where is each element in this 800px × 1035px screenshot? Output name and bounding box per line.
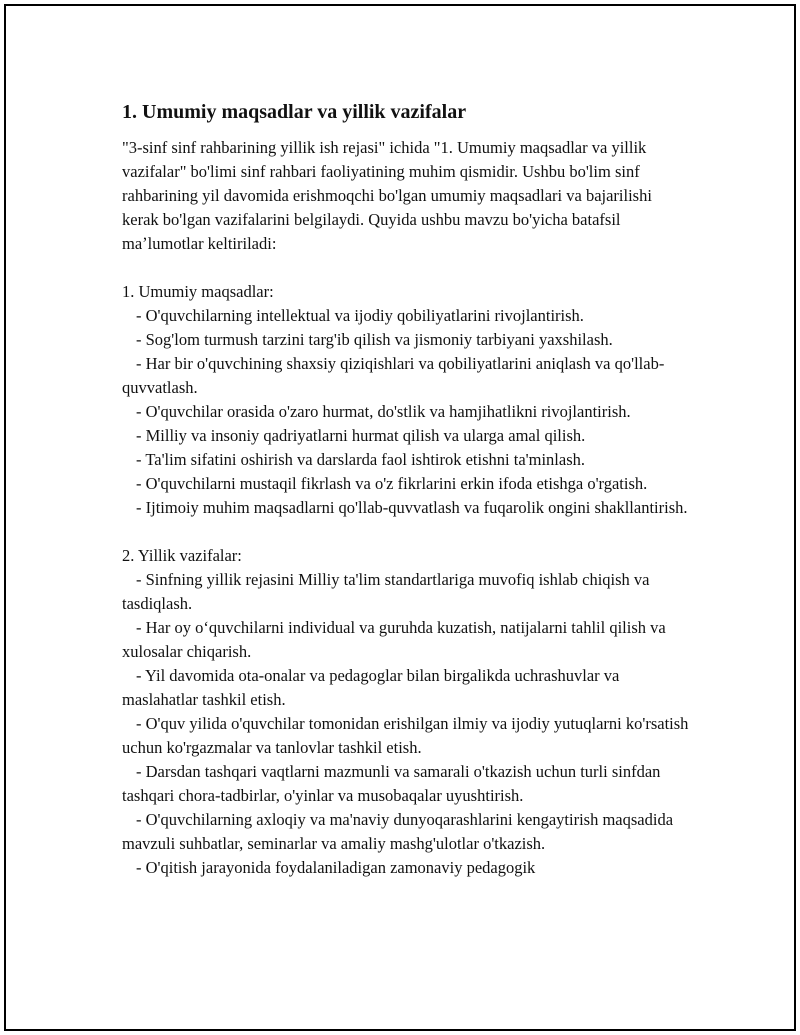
list-item-text: - Har oy oʻquvchilarni individual va guruhda kuzatish, natijalarni tahlil qilish va xulosalar chiqarish. [122, 618, 666, 661]
list-item [122, 352, 692, 400]
list-item [122, 808, 692, 856]
section-title: 1. Umumiy maqsadlar: [122, 282, 274, 301]
list-item-text: - Ijtimoiy muhim maqsadlarni qo'llab-quvvatlash va fuqarolik ongini shakllantirish. [136, 498, 688, 517]
list-item [122, 472, 692, 496]
list-item [122, 448, 692, 472]
list-item [122, 856, 692, 880]
list-item [122, 712, 692, 760]
list-item [122, 328, 692, 352]
list-item-text: - Har bir o'quvchining shaxsiy qiziqishlari va qobiliyatlarini aniqlash va qo'llab-quvvatlash. [122, 354, 665, 397]
list-item-text: - Milliy va insoniy qadriyatlarni hurmat qilish va ularga amal qilish. [136, 426, 586, 445]
list-item-text: - O'quvchilarni mustaqil fikrlash va o'z fikrlarini erkin ifoda etishga o'rgatish. [136, 474, 648, 493]
document-body [122, 98, 692, 904]
list-item-text: - Sog'lom turmush tarzini targ'ib qilish va jismoniy tarbiyani yaxshilash. [136, 330, 613, 349]
list-item [122, 760, 692, 808]
list-item [122, 616, 692, 664]
list-item [122, 496, 692, 520]
list-item-text: - O'quvchilar orasida o'zaro hurmat, do'stlik va hamjihatlikni rivojlantirish. [136, 402, 631, 421]
document-heading: 1. Umumiy maqsadlar va yillik vazifalar [122, 101, 467, 123]
list-item-text: - O'quvchilarning axloqiy va ma'naviy dunyoqarashlarini kengaytirish maqsadida mavzuli suhbatlar, seminarlar va amaliy mashg'ulotlar o'tkazish. [122, 810, 674, 853]
list-item [122, 664, 692, 712]
list-item [122, 400, 692, 424]
section-title: 2. Yillik vazifalar: [122, 546, 242, 565]
section-goals [122, 280, 692, 520]
list-item-text: - O'quv yilida o'quvchilar tomonidan erishilgan ilmiy va ijodiy yutuqlarni ko'rsatish uchun ko'rgazmalar va tanlovlar tashkil etish. [122, 714, 689, 757]
list-item-text: - Yil davomida ota-onalar va pedagoglar bilan birgalikda uchrashuvlar va maslahatlar tashkil etish. [122, 666, 620, 709]
list-item-text: - O'qitish jarayonida foydalaniladigan zamonaviy pedagogik [136, 858, 536, 877]
list-item-text: - O'quvchilarning intellektual va ijodiy qobiliyatlarini rivojlantirish. [136, 306, 584, 325]
list-item [122, 304, 692, 328]
section-tasks [122, 544, 692, 880]
list-item-text: - Sinfning yillik rejasini Milliy ta'lim standartlariga muvofiq ishlab chiqish va tasdiqlash. [122, 570, 650, 613]
page-frame [4, 4, 796, 1031]
list-item-text: - Darsdan tashqari vaqtlarni mazmunli va samarali o'tkazish uchun turli sinfdan tashqari chora-tadbirlar, o'yinlar va musobaqalar uyushtirish. [122, 762, 661, 805]
intro-paragraph: "3-sinf sinf rahbarining yillik ish rejasi" ichida "1. Umumiy maqsadlar va yillik vazifalar" bo'limi sinf rahbari faoliyatining muhim qismidir. Ushbu bo'lim sinf rahbarining yil davomida erishmoqchi bo'lgan umumiy maqsadlari va bajarilishi kerak bo'lgan vazifalarini belgilaydi. Quyida ushbu mavzu bo'yicha batafsil maʼlumotlar keltiriladi: [122, 138, 652, 253]
list-item-text: - Ta'lim sifatini oshirish va darslarda faol ishtirok etishni ta'minlash. [136, 450, 585, 469]
list-item [122, 568, 692, 616]
list-item [122, 424, 692, 448]
